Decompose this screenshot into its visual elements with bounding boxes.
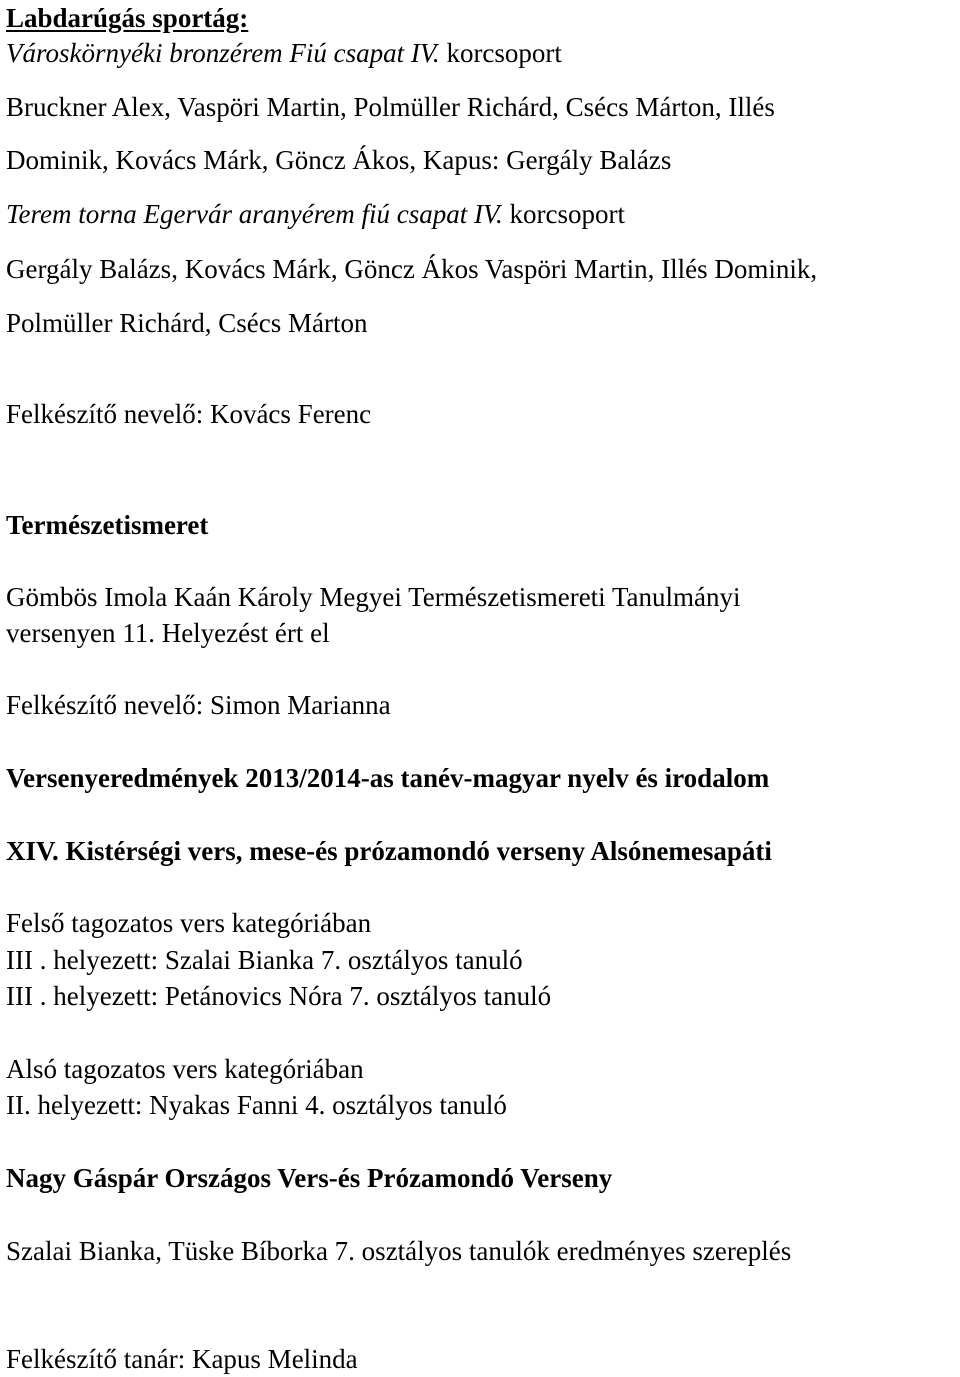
literature-lower-result-1: II. helyezett: Nyakas Fanni 4. osztályos tanuló <box>6 1090 507 1120</box>
football-award-1 <box>6 37 562 69</box>
science-heading: Természetismeret <box>6 510 209 540</box>
literature-heading: Versenyeredmények 2013/2014-as tanév-magyar nyelv és irodalom <box>6 763 770 793</box>
literature-competition-2: Nagy Gáspár Országos Vers-és Prózamondó Verseny <box>6 1163 613 1193</box>
football-players-1-line-1: Bruckner Alex, Vaspöri Martin, Polmüller Richárd, Csécs Márton, Illés <box>6 92 775 122</box>
football-players-2-line-1: Gergály Balázs, Kovács Márk, Göncz Ákos Vaspöri Martin, Illés Dominik, <box>6 254 818 284</box>
football-heading: Labdarúgás sportág: <box>6 3 249 33</box>
football-award-1-title: Városkörnyéki bronzérem Fiú csapat IV. <box>6 38 440 68</box>
football-award-2-title: Terem torna Egervár aranyérem fiú csapat IV. <box>6 199 503 229</box>
literature-upper-result-2: III . helyezett: Petánovics Nóra 7. osztályos tanuló <box>6 981 552 1011</box>
football-teacher: Felkészítő nevelő: Kovács Ferenc <box>6 399 372 429</box>
football-award-1-rest: korcsoport <box>439 38 562 68</box>
literature-lower-category: Alsó tagozatos vers kategóriában <box>6 1054 364 1084</box>
football-players-2-line-2: Polmüller Richárd, Csécs Márton <box>6 308 368 338</box>
literature-competition-2-result: Szalai Bianka, Tüske Bíborka 7. osztályos tanulók eredményes szereplés <box>6 1236 792 1266</box>
literature-upper-category: Felső tagozatos vers kategóriában <box>6 908 372 938</box>
science-result-line-1: Gömbös Imola Kaán Károly Megyei Természetismereti Tanulmányi <box>6 582 741 612</box>
literature-teacher: Felkészítő tanár: Kapus Melinda <box>6 1344 358 1374</box>
football-award-2-rest: korcsoport <box>502 199 625 229</box>
science-teacher: Felkészítő nevelő: Simon Marianna <box>6 690 391 720</box>
literature-competition-1: XIV. Kistérségi vers, mese-és prózamondó verseny Alsónemesapáti <box>6 836 772 866</box>
football-players-1-line-2: Dominik, Kovács Márk, Göncz Ákos, Kapus: Gergály Balázs <box>6 145 672 175</box>
literature-upper-result-1: III . helyezett: Szalai Bianka 7. osztályos tanuló <box>6 945 523 975</box>
football-award-2 <box>6 198 625 230</box>
science-result-line-2: versenyen 11. Helyezést ért el <box>6 618 330 648</box>
